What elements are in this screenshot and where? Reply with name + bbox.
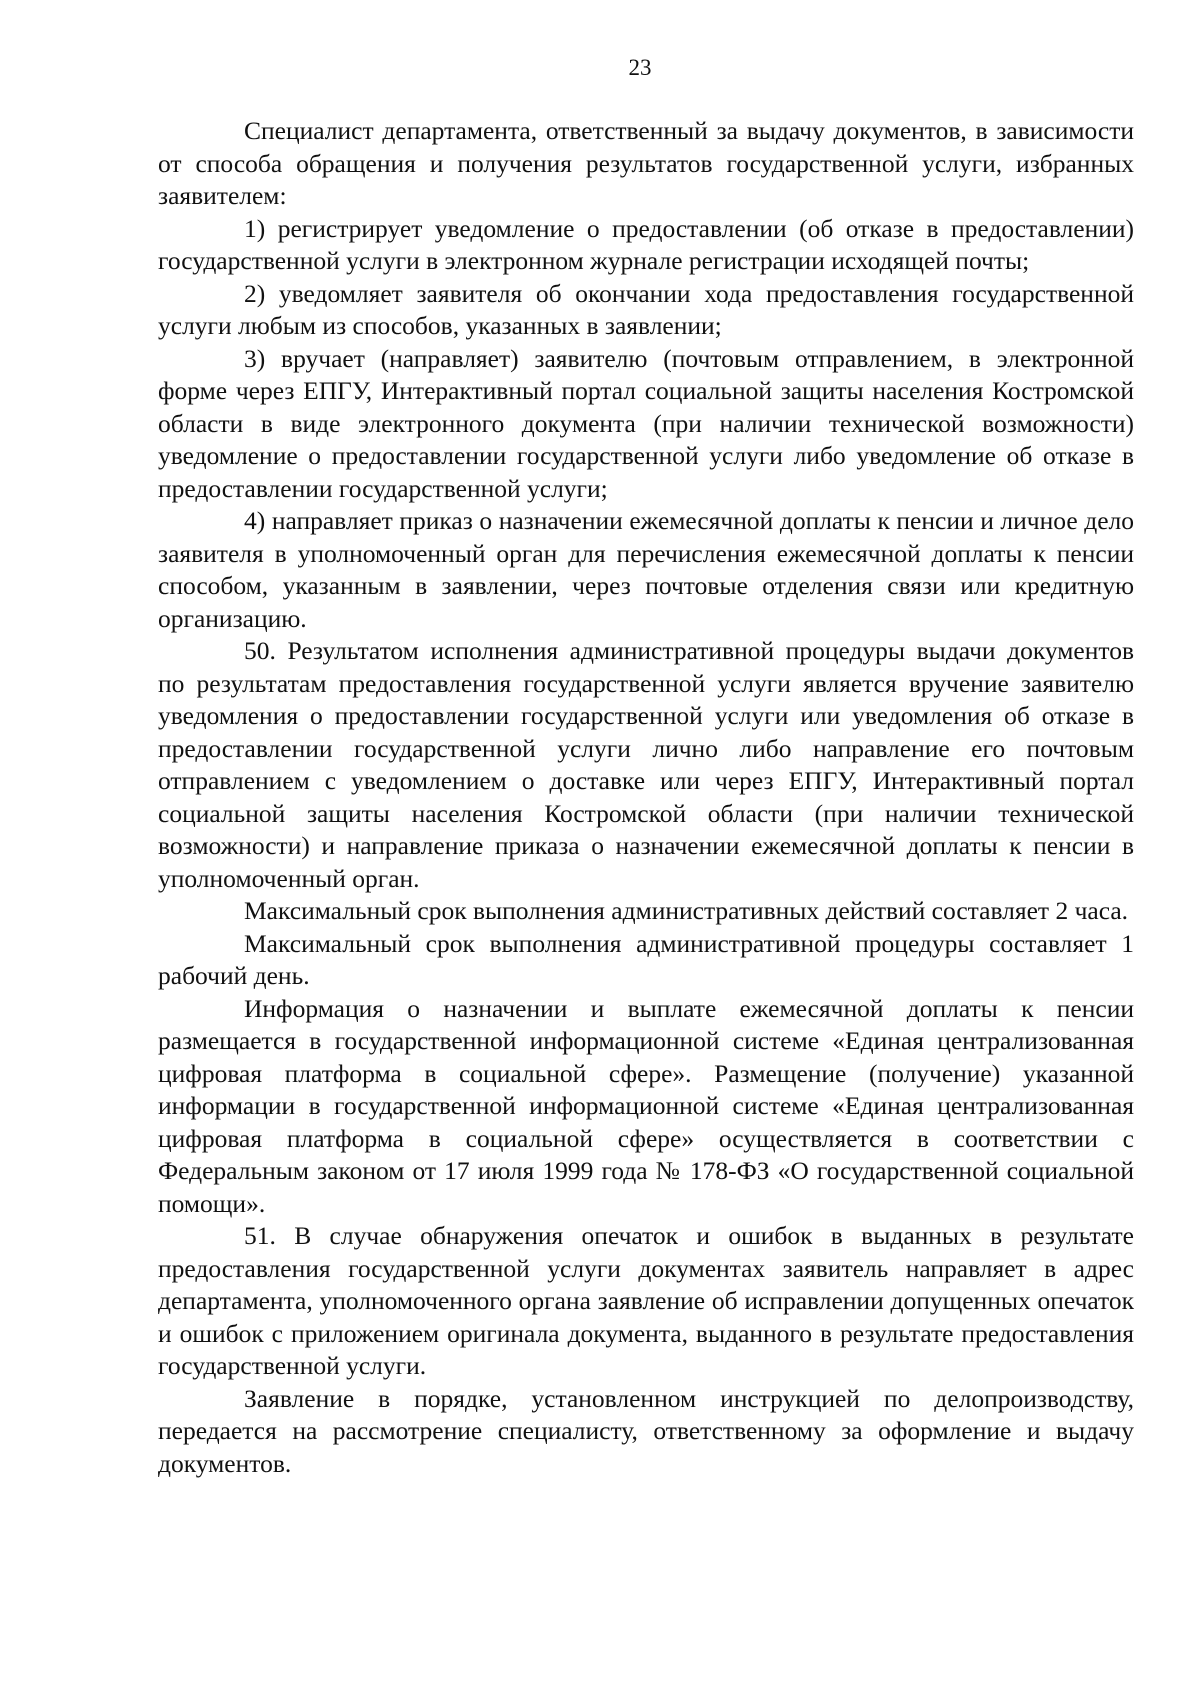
page-number: 23 [628, 55, 652, 80]
paragraph-item-1: 1) регистрирует уведомление о предоставлении (об отказе в предоставлении) государственной услуги в электронном журнале регистрации исходящей почты; [158, 213, 1134, 275]
paragraph-max-procedure-time: Максимальный срок выполнения административной процедуры составляет 1 рабочий день. [158, 928, 1134, 990]
paragraph-information-placement: Информация о назначении и выплате ежемесячной доплаты к пенсии размещается в государственной информационной системе «Единая централизованная цифровая платформа в социальной сфере». Размещение (получение) указанной информации в государственной информационной системе «Единая централизованная цифровая платформа в социальной сфере» осуществляется в соответствии с Федеральным законом от 17 июля 1999 года № 178-ФЗ «О государственной социальной помощи». [158, 993, 1134, 1218]
paragraph-item-2: 2) уведомляет заявителя об окончании хода предоставления государственной услуги любым из способов, указанных в заявлении; [158, 278, 1134, 340]
paragraph-max-actions-time: Максимальный срок выполнения административных действий составляет 2 часа. [244, 896, 1129, 925]
paragraph-clause-51: 51. В случае обнаружения опечаток и ошибок в выданных в результате предоставления государственной услуги документах заявитель направляет в адрес департамента, уполномоченного органа заявление об исправлении допущенных опечаток и ошибок с приложением оригинала документа, выданного в результате предоставления государственной услуги. [158, 1221, 1134, 1380]
paragraph-intro: Специалист департамента, ответственный за выдачу документов, в зависимости от способа обращения и получения результатов государственной услуги, избранных заявителем: [158, 116, 1134, 210]
paragraph-item-3: 3) вручает (направляет) заявителю (почтовым отправлением, в электронной форме через ЕПГУ, Интерактивный портал социальной защиты населения Костромской области в виде электронного документа (при наличии технической возможности) уведомление о предоставлении государственной услуги либо уведомление об отказе в предоставлении государственной услуги; [158, 343, 1134, 503]
paragraph-clause-50: 50. Результатом исполнения административной процедуры выдачи документов по результатам предоставления государственной услуги является вручение заявителю уведомления о предоставлении государственной услуги или уведомления об отказе в предоставлении государственной услуги лично либо направление его почтовым отправлением с уведомлением о доставке или через ЕПГУ, Интерактивный портал социальной защиты населения Костромской области (при наличии технической возможности) и направление приказа о назначении ежемесячной доплаты к пенсии в уполномоченный орган. [158, 636, 1134, 893]
paragraph-application-transfer: Заявление в порядке, установленном инструкцией по делопроизводству, передается на рассмотрение специалисту, ответственному за оформление и выдачу документов. [158, 1383, 1134, 1478]
document-body [158, 115, 1134, 1480]
paragraph-item-4: 4) направляет приказ о назначении ежемесячной доплаты к пенсии и личное дело заявителя в уполномоченный орган для перечисления ежемесячной доплаты к пенсии способом, указанным в заявлении, через почтовые отделения связи или кредитную организацию. [158, 506, 1134, 633]
